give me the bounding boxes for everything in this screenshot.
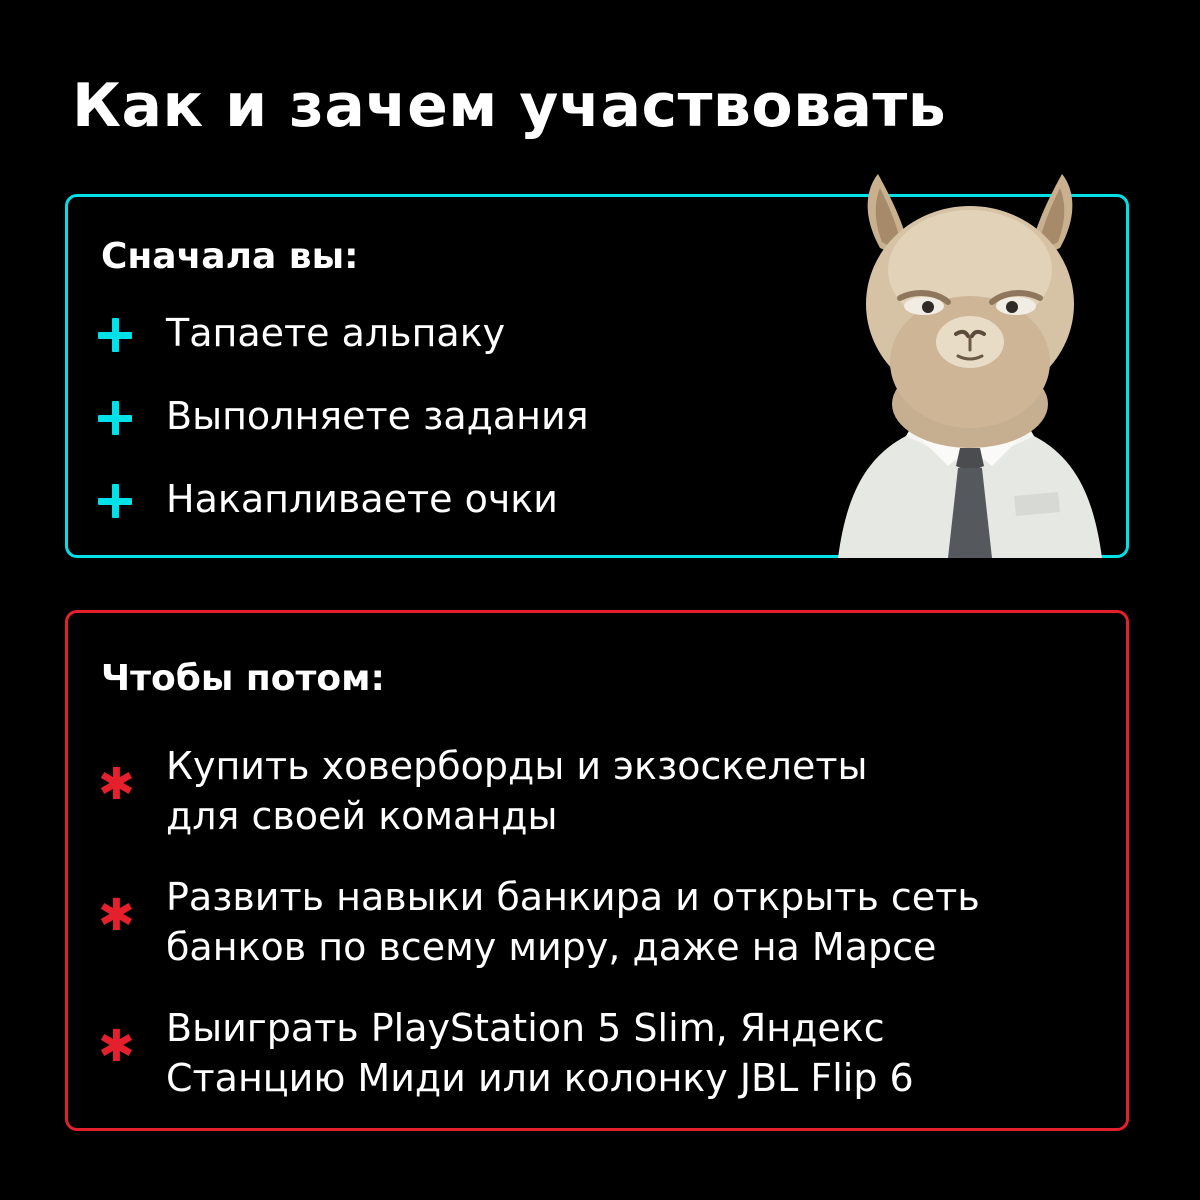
goal-text (166, 872, 980, 972)
plus-icon (98, 318, 132, 352)
plus-icon (98, 484, 132, 518)
asterisk-icon: ✱ (98, 890, 135, 941)
goal-text-line: Купить ховерборды и экзоскелеты (166, 744, 868, 788)
page-title: Как и зачем участвовать (72, 71, 947, 141)
step-text: Выполняете задания (166, 394, 589, 438)
steps-card-heading: Сначала вы: (101, 236, 359, 277)
list-item (98, 872, 980, 1003)
goal-text (166, 1003, 914, 1103)
list-item (98, 392, 589, 475)
step-text: Накапливаете очки (166, 477, 558, 521)
goal-text-line: Развить навыки банкира и открыть сеть (166, 875, 980, 919)
goal-text-line: Выиграть PlayStation 5 Slim, Яндекс (166, 1006, 885, 1050)
alpaca-illustration (820, 166, 1120, 558)
goals-card (65, 610, 1129, 1131)
list-item (98, 309, 589, 392)
asterisk-icon: ✱ (98, 759, 135, 810)
list-item (98, 475, 589, 558)
goals-card-heading: Чтобы потом: (101, 658, 385, 699)
steps-list (98, 309, 589, 558)
asterisk-icon: ✱ (98, 1021, 135, 1072)
plus-icon (98, 401, 132, 435)
step-text: Тапаете альпаку (166, 311, 506, 355)
goal-text (166, 741, 867, 841)
list-item (98, 1003, 980, 1134)
goal-text-line: банков по всему миру, даже на Марсе (166, 925, 937, 969)
list-item (98, 741, 980, 872)
goal-text-line: Станцию Миди или колонку JBL Flip 6 (166, 1056, 914, 1100)
goal-text-line: для своей команды (166, 794, 558, 838)
goals-list (98, 741, 980, 1134)
